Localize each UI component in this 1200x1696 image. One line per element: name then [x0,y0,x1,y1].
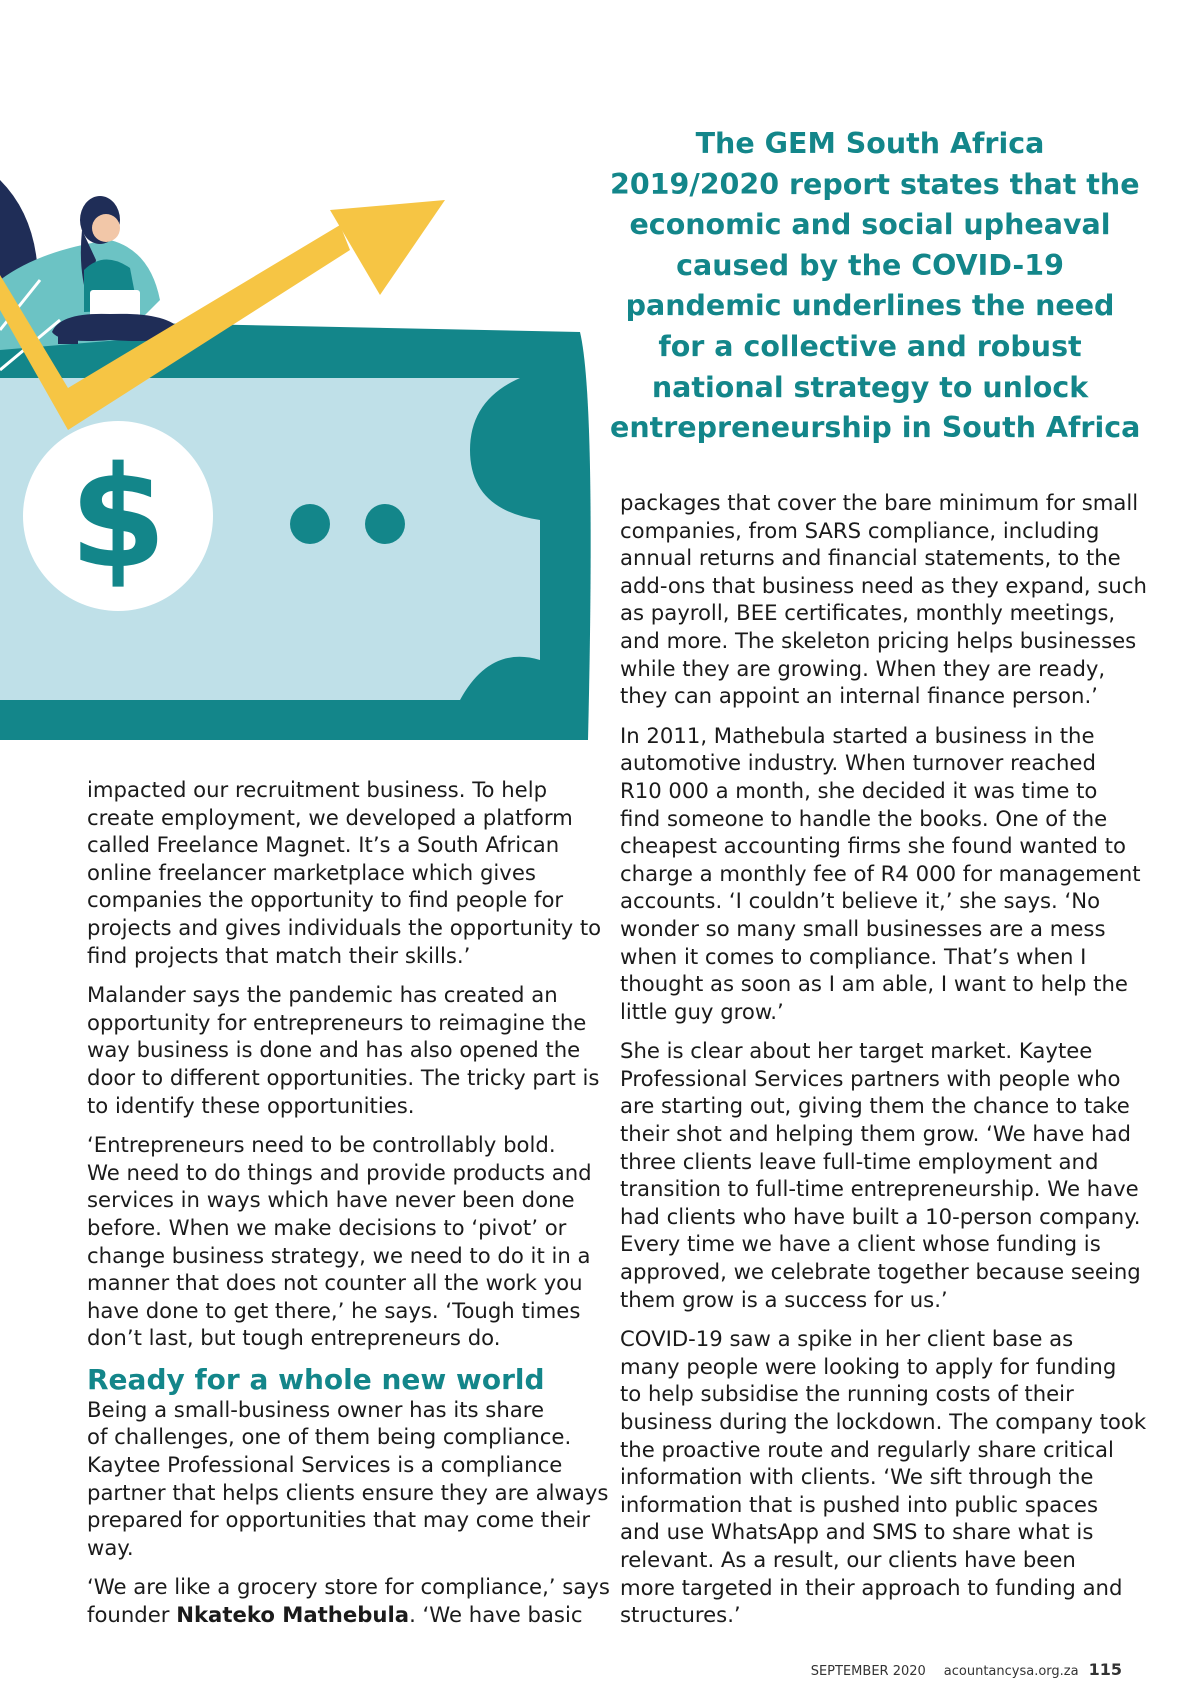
paragraph [620,1325,1147,1629]
text-line: In 2011, Mathebula started a business in the [620,722,1095,748]
money-growth-illustration [0,100,600,740]
text-line: add-ons that business need as they expand, such [620,572,1147,598]
text-line: prepared for opportunities that may come their [87,1507,591,1533]
pull-quote-line: national strategy to unlock [651,370,1089,404]
dot [290,504,330,544]
paragraph [87,1573,610,1628]
text-line: packages that cover the bare minimum for small [620,490,1139,515]
text-span: founder [87,1602,177,1628]
pull-quote-line: economic and social upheaval [629,208,1111,242]
text-line: ‘Entrepreneurs need to be controllably bold. [87,1132,556,1158]
text-line: companies, from SARS compliance, including [620,517,1100,543]
text-line: don’t last, but tough entrepreneurs do. [87,1325,501,1351]
text-line: the proactive route and regularly share critical [620,1436,1114,1462]
founder-name: Nkateko Mathebula [176,1602,410,1628]
text-line [87,1601,587,1629]
pull-quote-line: The GEM South Africa [695,127,1045,160]
text-line: annual returns and financial statements, to the [620,545,1121,571]
text-line: to identify these opportunities. [87,1092,415,1118]
text-line: are starting out, giving them the chance to take [620,1093,1130,1119]
text-line: ‘We are like a grocery store for compliance,’ says [87,1574,610,1600]
text-line: Malander says the pandemic has created an [87,982,558,1008]
pull-quote-line: caused by the COVID-19 [676,248,1064,282]
text-line: impacted our recruitment business. To help [87,777,548,802]
text-line: Professional Services partners with people who [620,1065,1121,1091]
text-line: create employment, we developed a platform [87,804,573,830]
paragraph [87,1131,592,1352]
text-line: wonder so many small businesses are a mess [620,915,1106,941]
page-footer [811,1660,1122,1679]
text-line: change business strategy, we need to do it in a [87,1242,591,1268]
site-url: acountancysa.org.za [943,1664,1079,1679]
text-line: Being a small-business owner has its share [87,1396,545,1422]
text-line: and more. The skeleton pricing helps businesses [620,627,1137,653]
text-line: more targeted in their approach to funding and [620,1574,1123,1600]
pull-quote-line: for a collective and robust [658,329,1082,363]
text-line: three clients leave full-time employment and [620,1148,1099,1174]
paragraph [87,981,600,1119]
page-number: 115 [1088,1660,1122,1679]
paragraph [620,489,1147,710]
text-line: She is clear about her target market. Kaytee [620,1038,1093,1064]
text-line: Kaytee Professional Services is a compliance [87,1452,563,1478]
text-line: find someone to handle the books. One of the [620,805,1108,831]
text-line: find projects that match their skills.’ [87,942,471,968]
text-line: had clients who have built a 10-person company. [620,1203,1141,1229]
text-line: them grow is a success for us.’ [620,1286,948,1312]
dollar-icon: $ [69,437,167,600]
dot [365,504,405,544]
text-line: thought as soon as I am able, I want to help the [620,971,1128,997]
text-line: relevant. As a result, our clients have been [620,1546,1076,1572]
text-line: transition to full-time entrepreneurship. We have [620,1176,1139,1202]
text-line: structures.’ [620,1602,741,1628]
hero-illustration [0,100,600,740]
text-line: automotive industry. When turnover reached [620,750,1096,776]
text-line: companies the opportunity to find people for [87,887,564,913]
text-line: called Freelance Magnet. It’s a South African [87,832,560,858]
text-span: . ‘We have basic [409,1602,583,1628]
text-line: door to different opportunities. The tricky part is [87,1064,600,1090]
text-line: online freelancer marketplace which gives [87,859,536,885]
text-line: they can appoint an internal finance person.’ [620,683,1098,709]
text-line: services in ways which have never been done [87,1187,575,1213]
text-line: projects and gives individuals the opportunity to [87,914,602,940]
text-line: manner that does not counter all the work you [87,1270,583,1296]
issue-date: SEPTEMBER 2020 [810,1664,926,1679]
text-line: many people were looking to apply for funding [620,1353,1117,1379]
text-line: COVID-19 saw a spike in her client base as [620,1326,1074,1352]
text-line: accounts. ‘I couldn’t believe it,’ she says. ‘No [620,888,1101,914]
left-column [87,776,610,1641]
text-line: information that is pushed into public spaces [620,1491,1099,1517]
text-line: cheapest accounting firms she found wanted to [620,833,1126,859]
text-line: their shot and helping them grow. ‘We have had [620,1121,1131,1147]
pull-quote-line: 2019/2020 report states that the [610,167,1140,201]
text-line: information with clients. ‘We sift through the [620,1464,1094,1490]
text-line: approved, we celebrate together because seeing [620,1259,1141,1285]
text-line: Every time we have a client whose funding is [620,1231,1101,1257]
paragraph [87,776,602,969]
text-line: way business is done and has also opened the [87,1037,581,1063]
text-line: charge a monthly fee of R4 000 for management [620,860,1141,886]
text-line: while they are growing. When they are ready, [620,655,1106,681]
text-line: have done to get there,’ he says. ‘Tough times [87,1297,581,1323]
text-line: and use WhatsApp and SMS to share what is [620,1519,1094,1545]
section-heading: Ready for a whole new world [87,1362,545,1396]
text-line: opportunity for entrepreneurs to reimagine the [87,1009,587,1035]
text-line: of challenges, one of them being compliance. [87,1424,572,1450]
text-line: We need to do things and provide products and [87,1159,592,1185]
paragraph [620,722,1141,1026]
pull-quote-line: entrepreneurship in South Africa [610,411,1141,445]
pull-quote-line: pandemic underlines the need [625,289,1115,323]
text-line: when it comes to compliance. That’s when I [620,943,1087,969]
text-line: way. [87,1534,134,1560]
text-line: business during the lockdown. The company took [620,1409,1147,1434]
paragraph [87,1396,609,1562]
text-line: little guy grow.’ [620,998,784,1024]
paragraph [620,1037,1141,1313]
text-line: partner that helps clients ensure they are always [87,1479,609,1505]
text-line: R10 000 a month, she decided it was time to [620,777,1098,803]
pull-quote [610,124,1141,449]
right-column [620,489,1147,1641]
text-line: to help subsidise the running costs of their [620,1381,1074,1407]
text-line: before. When we make decisions to ‘pivot’ or [87,1214,567,1240]
text-line: as payroll, BEE certificates, monthly meetings, [620,600,1116,626]
